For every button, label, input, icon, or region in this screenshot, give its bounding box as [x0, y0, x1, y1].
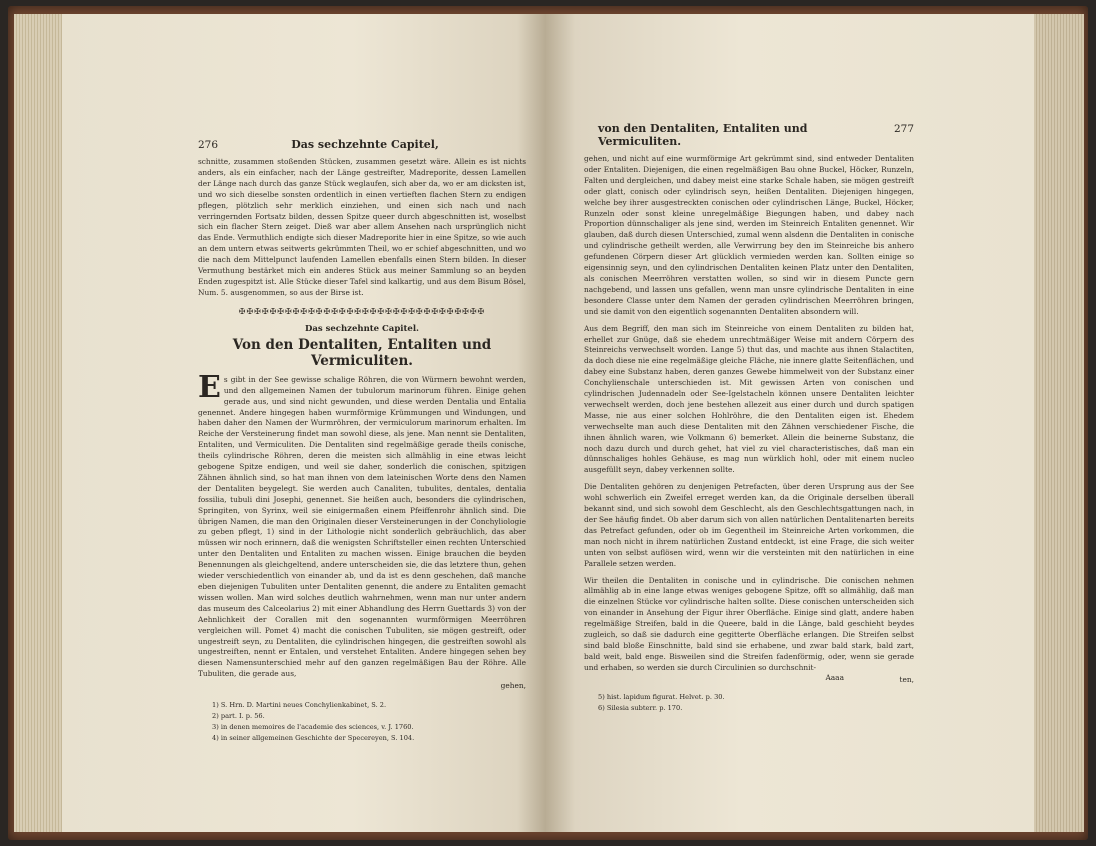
section-title: Von den Dentaliten, Entaliten und Vermiculiten. [232, 336, 492, 369]
page-edges-left [14, 14, 62, 832]
footnote: 3) in denen memoires de l'academie des sciences, v. J. 1760. [212, 723, 414, 732]
drop-cap: E [198, 369, 221, 405]
left-footnotes [198, 700, 526, 744]
signature-mark: Aaaa [825, 672, 844, 682]
left-page-number: 276 [198, 139, 219, 151]
left-catchword: gehen, [500, 681, 526, 691]
left-intro-text: schnitte, zusammen stoßenden Stücken, zusammen gesetzt wäre. Allein es ist nichts anders, als ein einfacher, nach der Länge gestreifter, Madreporite, dessen Lamellen der Länge nach durch das ganze Stück weglaufen, sich aber da, wo er am dicksten ist, und wo sich dieselbe sonsten ordentlich in einen vertieften flachen Stern zu endigen pflegen, plötzlich sehr merklich einziehen, und einen sich nach und nach verringernden Fortsatz bilden, dessen Spitze queer durch abgeschnitten ist, woselbst sich ein flacher Stern zeiget. Dieß war aber allem Ansehen nach ursprünglich nicht das Ende. Vermuthlich endigte sich dieser Madreporite hier in eine Spitze, so wie auch an dem untern etwas seitwerts gekrümmten Theil, wo er schief abgeschnitten, und wo die nach dem Mittelpunct laufenden Lamellen ebenfalls einen Stern bilden. In dieser Vermuthung bestärket mich ein anderes Stück aus meiner Sammlung so an beyden Enden zugespitzt ist. Alle Stücke dieser Tafel sind kalkartig, und aus dem Bisum Bösel, Num. 5. ausgenommen, so aus der Birse ist. [198, 157, 526, 297]
footnote: 2) part. I. p. 56. [212, 712, 265, 721]
left-main-block [198, 369, 526, 680]
right-running-head [584, 122, 914, 148]
footnote: 6) Silesia subterr. p. 170. [598, 703, 683, 712]
right-catchword: ten, [899, 674, 914, 684]
left-running-head [198, 138, 526, 151]
paragraph: gehen, und nicht auf eine wurmförmige Art gekrümmt sind, sind entweder Dentaliten oder Entaliten. Diejenigen, die einen regelmäßigen Bau ohne Buckel, Höcker, Runzeln, Falten und dergleichen, und dabey meist eine starke Schale haben, sie mögen gestreift oder glatt, conisch oder cylindrisch seyn, heißen Dentaliten. Diejenigen hingegen, welche bey ihrer ausgestreckten conischen oder cylindrischen Länge, Buckel, Höcker, Runzeln oder sonst kleine unregelmäßige Biegungen haben, und dabey nach Proportion dünnschaliger als jene sind, werden im Steinreich Entaliten genennet. Wir glauben, daß durch diesen Unterschied, zumal wenn alsdenn die Dentaliten in conische und cylindrische getheilt werden, alle Verwirrung bey den im Steinreiche bis anhero gefundenen Cörpern dieser Art glücklich vermieden werden kan. Sollten einige so eigensinnig seyn, und den cylindrischen Dentaliten keinen Platz unter den Dentaliten, als conischen Meerröhren verstatten wollen, so sind wir in diesem Puncte gern nachgebend, und lassen uns gefallen, wenn man unsre cylindrische Dentaliten in eine besondere Classe unter dem Namen der geraden cylindrischen Meerröhren bringen, und sie damit von den eigentlich sogenannten Dentaliten absondern will. [584, 154, 914, 316]
paragraph: Wir theilen die Dentaliten in conische und in cylindrische. Die conischen nehmen allmählig ab in eine lange etwas weniges gebogene Spitze, offt so allmählig, daß man die einzelnen Stücke vor cylindrische halten sollte. Diese conischen unterscheiden sich von einander in Ansehung der Figur ihrer Oberfläche. Einige sind glatt, andere haben regelmäßige Streifen, bald in die Queere, bald in die Länge, bald geschieht beydes zugleich, so daß sie dadurch eine gegitterte Oberfläche erlangen. Die Streifen selbst sind bald bloße Einschnitte, bald sind sie erhabene, und zwar bald stark, bald zart, bald weit, bald enge. Bisweilen sind die Streifen fadenförmig, oder, wenn sie gerade und erhaben, so werden sie durch Circulinien so durchschnit- [584, 575, 914, 672]
ornamental-divider: ✠✠✠✠✠✠✠✠✠✠✠✠✠✠✠✠✠✠✠✠✠✠✠✠✠✠✠✠✠✠✠✠ [238, 306, 486, 316]
right-page [546, 14, 1034, 832]
right-footnotes [584, 692, 914, 714]
footnote: 1) S. Hrn. D. Martini neues Conchylienkabinet, S. 2. [212, 701, 387, 710]
footnote: 4) in seiner allgemeinen Geschichte der Specereyen, S. 104. [212, 734, 415, 743]
paragraph: Die Dentaliten gehören zu denjenigen Petrefacten, über deren Ursprung aus der See wohl schwerlich ein Zweifel erreget werden kan, da die Originale derselben überall bekannt sind, und sich sowohl dem Geschlecht, als den Geschlechtsgattungen nach, in der See häufig findet. Ob aber darum sich von allen natürlichen Dentalitenarten bereits das Petrefact gefunden, oder ob im Gegentheil im Steinreiche Arten vorkommen, die man noch nicht in ihrem natürlichen Zustand entdeckt, ist eine Frage, die sich weiter unten von selbst auflösen wird, wenn wir die versteinten mit den natürlichen in eine Parallele setzen werden. [584, 482, 914, 568]
footnote: 5) hist. lapidum figurat. Helvet. p. 30. [598, 692, 725, 701]
chapter-title: Das sechzehnte Capitel. [304, 323, 420, 334]
left-main-text: s gibt in der See gewisse schalige Röhren, die von Würmern bewohnt werden, und den allgemeinen Namen der tubulorum marinorum führen. Einige gehen gerade aus, und sind nicht gewunden, und diese werden Dentalia und Entalia genennet. Andere hingegen haben wurmförmige Krümmungen und Windungen, und haben daher den Namen der Wurmröhren, der vermiculorum marinorum erhalten. Im Reiche der Versteinerung findet man sowohl diese, als jene. Man nennt sie Dentaliten, Entaliten, und Vermiculiten. Die Dentaliten sind regelmäßige gerade theils conische, theils cylindrische Röhren, deren die meisten sich allmählig in eine etwas leicht gebogene Spitze endigen, und weil sie daher, sonderlich die conischen, spitzigen Zähnen ähnlich sind, so hat man ihnen von dem lateinischen Worte dens den Namen der Dentaliten beygelegt. Sie werden auch Canaliten, tubulites, dentales, dentalia fossilia, tubuli dini Josephi, genennet. Sie heißen auch, besonders die cylindrischen, Springiten, von Syrinx, weil sie einigermaßen einem Pfeiffenrohr ähnlich sind. Die übrigen Namen, die man den Originalen dieser Versteinerungen in der Conchyliologie zu geben pflegt, 1) sind in der Lithologie nicht sonderlich gebräuchlich, das aber müssen wir noch erinnern, daß die wenigsten Schriftsteller einen rechten Unterschied unter den Dentaliten und Entaliten zu machen wissen. Einige brauchen die beyden Benennungen als gleichgeltend, andere unterscheiden sie, die das letztere thun, gehen wieder verschiedentlich von einander ab, und da ist es denn geschehen, daß manche eben diejenigen Tubuliten unter Dentaliten genennt, die andere zu Entaliten gemacht wissen wollen. Man wird solches deutlich wahrnehmen, wenn man nur unter andern das museum des Calceolarius 2) mit einer Abhandlung des Herrn Guettards 3) von der Aehnlichkeit der Corallen mit den sogenannten wurmförmigen Meerröhren vergleichen will. Pomet 4) macht die conischen Tubuliten, sie mögen gestreift, oder ungestreift seyn, zu Dentaliten, die cylindrischen hingegen, die gestreiften sowohl als ungestreiften, nennt er Entalen, und verstehet Entaliten. Andere hingegen sehen bey diesen Namensunterschied mehr auf den ganzen regelmäßigen Bau der Röhre. Alle Tubuliten, die gerade aus, [198, 374, 526, 679]
right-page-number: 277 [893, 123, 914, 135]
left-page [62, 14, 546, 832]
page-edges-right [1034, 14, 1084, 832]
paragraph: Aus dem Begriff, den man sich im Steinreiche von einem Dentaliten zu bilden hat, erhellet zur Gnüge, daß sie ehedem unrechtmäßiger Weise mit andern Cörpern des Steinreichs verwechselt worden. Lange 5) thut das, und machte aus ihnen Stalactiten, da doch diese nie eine regelmäßige gleiche Fläche, nie innere glatte Seitenflächen, und dabey eine Substanz haben, deren ganzes Gewebe himmelweit von der Substanz einer Conchylienschale unterschieden ist. Mit gewissen Arten von conischen und cylindrischen Judennadeln oder See-Igelstacheln können unsere Dentaliten leichter verwechselt werden, doch jene bestehen allezeit aus einer durch und durch spatigen Masse, nie aus einer solchen Hohlröhre, die den Dentaliten eigen ist. Ehedem verwechselte man auch diese Dentaliten mit den Zähnen verschiedener Fische, die ihnen ähnlich waren, wie Volkmann 6) bemerket. Allein die beinerne Substanz, die noch dazu durch und durch gehet, hat viel zu viel characteristisches, daß man ein dünnschaliges hohles Gehäuse, es mag nun würklich hohl, oder mit einem nucleo ausgefüllt seyn, dabey verkennen sollte. [584, 323, 914, 475]
left-running-title: Das sechzehnte Capitel, [291, 138, 439, 151]
right-running-title: von den Dentaliten, Entaliten und Vermiculiten. [597, 122, 808, 148]
